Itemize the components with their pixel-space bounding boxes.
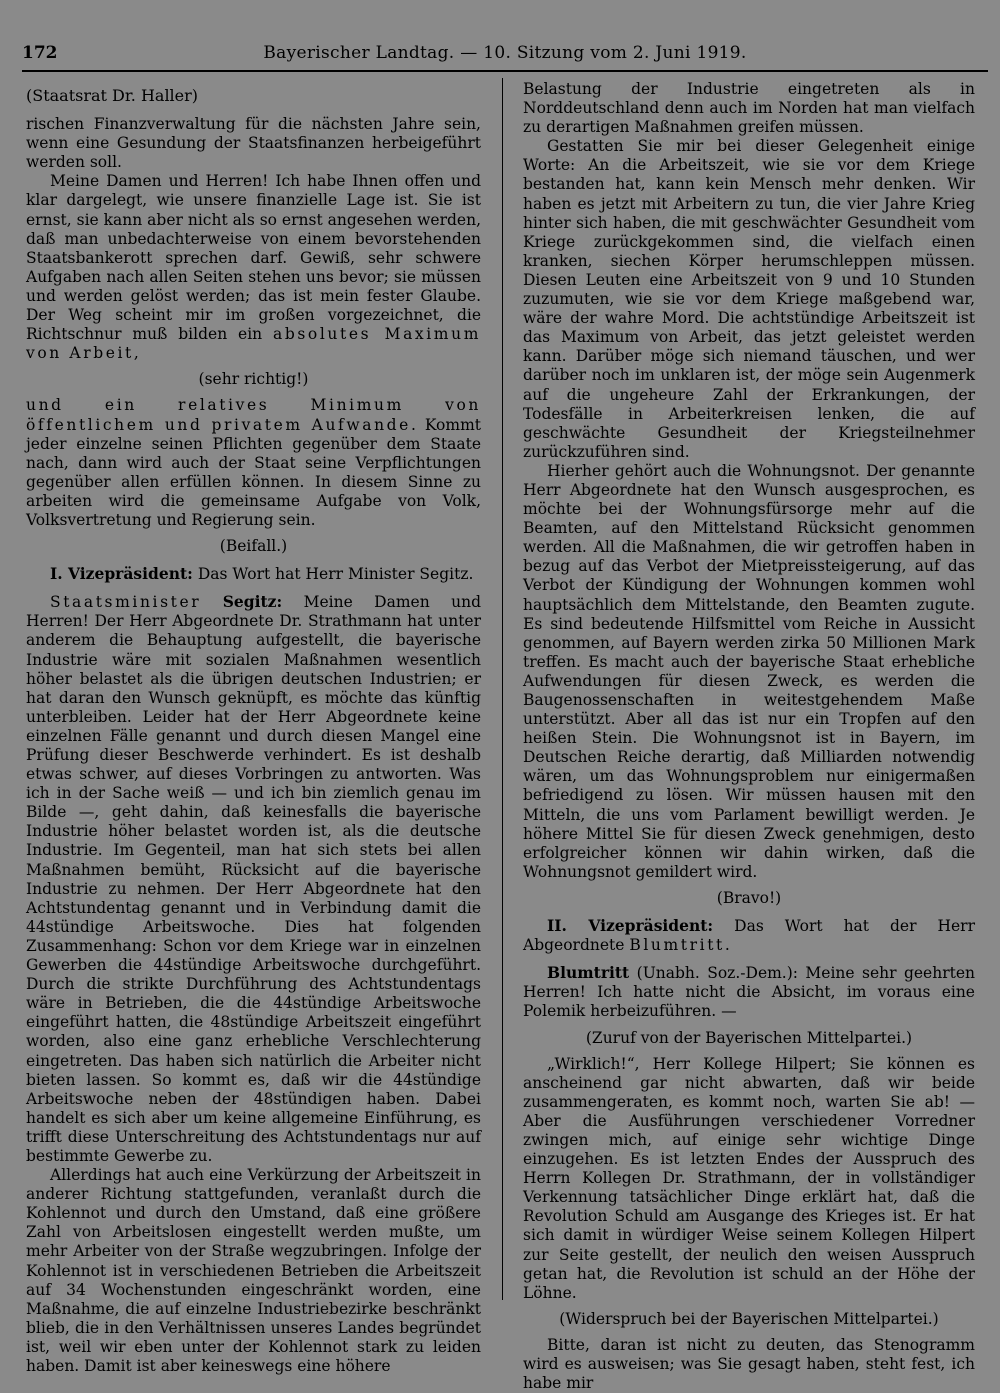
speaker-name: Segitz: bbox=[222, 592, 283, 612]
speaker-heading bbox=[523, 916, 975, 955]
speaker-label: II. Vizepräsident: bbox=[547, 916, 714, 936]
paragraph: Allerdings hat auch eine Verkürzung der Arbeitszeit in anderer Richtung stattgefunden, veranlaßt durch die Kohlennot und durch den Umstand, daß eine größere Zahl von Arbeitslosen eingestellt werden mußte, um mehr Arbeiter von der Straße wegzubringen. Infolge der Kohlennot ist in verschiedenen Betrieben die Arbeitszeit auf 34 Wochenstunden eingeschränkt worden, eine Maßnahme, die auf einzelne Industriebezirke beschränkt blieb, die in den Verhältnissen unseres Landes begründet ist, weil wir eben unter der Kohlennot stark zu leiden haben. Damit ist aber keineswegs eine höhere bbox=[26, 1166, 481, 1375]
paragraph: rischen Finanzverwaltung für die nächsten Jahre sein, wenn eine Gesundung der Staatsfinanzen herbeigeführt werden soll. bbox=[26, 115, 481, 172]
speech-paragraph bbox=[26, 592, 481, 1166]
speaker-label: I. Vizepräsident: bbox=[50, 564, 193, 584]
page-number: 172 bbox=[22, 43, 58, 63]
interjection: (Beifall.) bbox=[219, 537, 288, 556]
speaker-continuation-tag: (Staatsrat Dr. Haller) bbox=[26, 86, 199, 105]
paragraph: Bitte, daran ist nicht zu deuten, das Stenogramm wird es ausweisen; was Sie gesagt haben, steht fest, ich habe mir bbox=[523, 1335, 975, 1393]
speech-paragraph bbox=[523, 963, 975, 1021]
speaker-name-spaced: Blumtritt. bbox=[629, 936, 733, 955]
speech-text: (Unabh. Soz.-Dem.): Meine sehr geehrten Herren! Ich hatte nicht die Absicht, im voraus eine Polemik herbeizuführen. — bbox=[523, 964, 975, 1021]
paragraph-text: Meine Damen und Herren! Ich habe Ihnen offen und klar dargelegt, wie unsere finanzielle Lage ist. Sie ist ernst, sie kann aber nicht als so ernst angesehen werden, daß man unbedachterweise von einem bevorstehenden Staatsbankerott sprechen darf. Gewiß, sehr schwere Aufgaben nach allen Seiten stehen uns bevor; sie müssen und werden gelöst werden; das ist mein fester Glaube. Der Weg scheint mir im großen vorgezeichnet, die Richtschnur muß bilden ein bbox=[26, 172, 481, 344]
speaker-heading bbox=[26, 564, 481, 584]
speaker-text: Das Wort hat Herr Minister Segitz. bbox=[197, 565, 474, 584]
paragraph: „Wirklich!“, Herr Kollege Hilpert; Sie können es anscheinend gar nicht abwarten, daß wir beide zusammengeraten, es kommt noch, warten Sie ab! — Aber die Ausführungen verschiedener Vorredner zwingen mich, auf einige sehr wichtige Dinge einzugehen. Es ist letzten Endes der Ausspruch des Herrn Kollegen Dr. Strathmann, der in vollständiger Verkennung tatsächlicher Dinge erklärt hat, daß die Revolution Schuld am Ausgange des Krieges ist. Er hat sich damit in würdiger Weise seinem Kollegen Hilpert zur Seite gestellt, der neulich den weisen Ausspruch getan hat, die Revolution ist schuld an der Höhe der Löhne. bbox=[523, 1054, 975, 1302]
page-header bbox=[22, 42, 988, 66]
running-title: Bayerischer Landtag. — 10. Sitzung vom 2. Juni 1919. bbox=[263, 43, 747, 63]
paragraph: Gestatten Sie mir bei dieser Gelegenheit einige Worte: An die Arbeitszeit, wie sie vor dem Kriege bestanden hat, kann kein Mensch mehr denken. Wir haben es jetzt mit Arbeitern zu tun, die vier Jahre Krieg hinter sich haben, die mit geschwächter Gesundheit vom Kriege zurückgekommen sind, die vielfach einen kranken, siechen Körper herumschleppen müssen. Diesen Leuten eine Arbeitszeit von 9 und 10 Stunden zuzumuten, wie sie vor dem Kriege maßgebend war, wäre der wahre Mord. Die achtstündige Arbeitszeit ist das Maximum von Arbeit, das jetzt geleistet werden kann. Darüber möge sich niemand täuschen, und wer darüber noch im unklaren ist, der möge sein Augenmerk auf die ungeheure Zahl der Erkrankungen, der Todesfälle in Arbeiterkreisen lenken, die auf geschwächte Gesundheit der Kriegsteilnehmer zurückzuführen sind. bbox=[523, 137, 975, 461]
paragraph bbox=[26, 172, 481, 363]
emphasis-spaced: und ein relatives Minimum von öffentlichem und privatem Aufwande. bbox=[26, 396, 481, 434]
interjection: (Bravo!) bbox=[716, 888, 782, 907]
paragraph bbox=[26, 396, 481, 530]
header-rule bbox=[22, 70, 988, 72]
paragraph-text: Kommt jeder einzelne seinen Pflichten gegenüber dem Staate nach, dann wird auch der Staat seine Verpflichtungen gegenüber allen erfüllen können. In diesem Sinne zu arbeiten wird die gemeinsame Aufgabe von Volk, Volksvertretung und Regierung sein. bbox=[26, 415, 481, 529]
column-divider bbox=[502, 78, 503, 1300]
speech-text: Meine Damen und Herren! Der Herr Abgeordnete Dr. Strathmann hat unter anderem die Behauptung aufgestellt, die bayerische Industrie wäre mit sozialen Maßnahmen wesentlich höher belastet als die übrigen deutschen Industrien; er hat daran den Wunsch geknüpft, es möchte das künftig unterbleiben. Leider hat der Herr Abgeordnete keine einzelnen Fälle genannt und durch diesen Mangel eine Prüfung dieser Beschwerde verhindert. Es ist deshalb etwas schwer, auf dieses Vorbringen zu antworten. Was ich in der Sache weiß — und ich bin ziemlich genau im Bilde —, geht dahin, daß keinesfalls die bayerische Industrie höher belastet worden ist, als die deutsche Industrie. Im Gegenteil, man hat sich stets bei allen Maßnahmen bemüht, Rücksicht auf die bayerische Industrie zu nehmen. Der Herr Abgeordnete hat den Achtstundentag genannt und in Verbindung damit die 44stündige Arbeitswoche. Dies hat folgenden Zusammenhang: Schon vor dem Kriege war in einzelnen Gewerben die 44stündige Arbeitswoche durchgeführt. Durch die strikte Durchführung des Achtstundentags wäre in Betrieben, die die 44stündige Arbeitswoche eingeführt hatten, die 48stündige Arbeitszeit eingeführt worden, also eine ganz erhebliche Verschlechterung eingetreten. Das haben sich natürlich die Arbeiter nicht bieten lassen. So kommt es, daß wir die 44stündige Arbeitswoche neben der 48stündigen haben. Dabei handelt es sich aber um keine allgemeine Einführung, es trifft diese Unterschreitung des Achtstundentags nur auf bestimmte Gewerbe zu. bbox=[26, 593, 481, 1165]
interjection: (sehr richtig!) bbox=[198, 370, 309, 389]
paragraph: Belastung der Industrie eingetreten als in Norddeutschland denn auch im Norden hat man vielfach zu derartigen Maßnahmen greifen müssen. bbox=[523, 80, 975, 137]
paragraph: Hierher gehört auch die Wohnungsnot. Der genannte Herr Abgeordnete hat den Wunsch ausgesprochen, es möchte bei der Wohnungsfürsorge mehr auf die Beamten, auf den Mittelstand Rücksicht genommen werden. All die Maßnahmen, die wir getroffen haben in bezug auf das Verbot der Mietpreissteigerung, auf das Verbot der Kündigung der Wohnungen kommen wohl hauptsächlich dem Mittelstande, den Beamten zugute. Es sind bedeutende Hilfsmittel vom Reiche in Aussicht genommen, auf Bayern werden zirka 50 Millionen Mark treffen. Es macht auch der bayerische Staat erhebliche Aufwendungen für diesen Zweck, es werden die Baugenossenschaften in weitestgehendem Maße unterstützt. Aber all das ist nur ein Tropfen auf den heißen Stein. Die Wohnungsnot ist in Bayern, im Deutschen Reiche derartig, daß Milliarden notwendig wären, um das Wohnungsproblem nur einigermaßen befriedigend zu lösen. Wir müssen hausen mit den Mitteln, die uns vom Parlament bewilligt werden. Je höhere Mittel Sie für diesen Zweck genehmigen, desto erfolgreicher können wir dahin wirken, daß die Wohnungsnot gemildert wird. bbox=[523, 461, 975, 881]
speaker-role: Staatsminister bbox=[50, 593, 202, 612]
speaker-text: Das Wort hat der Herr Abgeordnete bbox=[523, 917, 975, 955]
interjection: (Widerspruch bei der Bayerischen Mittelpartei.) bbox=[559, 1309, 939, 1328]
speaker-name: Blumtritt bbox=[547, 963, 630, 983]
emphasis-spaced: absolutes Maximum von Arbeit, bbox=[26, 325, 481, 363]
right-column bbox=[523, 80, 975, 1393]
left-column bbox=[26, 80, 481, 1376]
interjection: (Zuruf von der Bayerischen Mittelpartei.) bbox=[585, 1028, 913, 1047]
